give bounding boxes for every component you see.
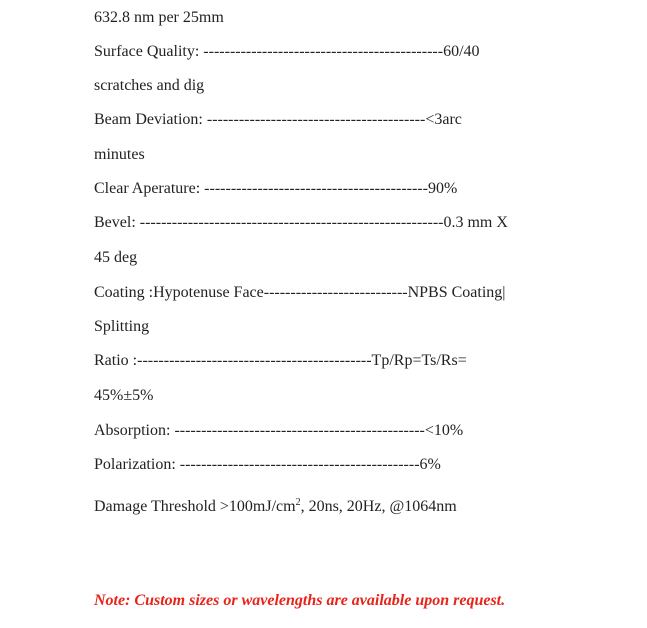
spec-line-damage-threshold: [94, 497, 457, 517]
spec-line-bevel-cont: 45 deg: [94, 249, 138, 266]
spec-line-beam-deviation: Beam Deviation: -----------------------------------------<3arc: [94, 111, 462, 128]
spec-line-surface-quality-cont: scratches and dig: [94, 77, 205, 94]
spec-line-coating-cont: Splitting: [94, 318, 150, 335]
spec-line-surface-quality: Surface Quality: ---------------------------------------------60/40: [94, 43, 480, 60]
damage-prefix: Damage Threshold >100mJ/cm: [94, 498, 296, 515]
spec-line-absorption: Absorption: -----------------------------------------------<10%: [94, 422, 464, 439]
spec-line-wavelength: 632.8 nm per 25mm: [94, 9, 224, 26]
damage-superscript: 2: [295, 497, 301, 508]
spec-line-coating: Coating :Hypotenuse Face---------------------------NPBS Coating|: [94, 284, 506, 301]
custom-sizes-note: Note: Custom sizes or wavelengths are available upon request.: [94, 592, 506, 609]
spec-line-clear-aperture: Clear Aperature: ------------------------------------------90%: [94, 180, 458, 197]
spec-line-ratio: Ratio :--------------------------------------------Tp/Rp=Ts/Rs=: [94, 352, 467, 369]
spec-line-beam-deviation-cont: minutes: [94, 146, 145, 163]
spec-line-ratio-cont: 45%±5%: [94, 387, 154, 404]
spec-line-bevel: Bevel: ---------------------------------------------------------0.3 mm X: [94, 214, 508, 231]
spec-line-polarization: Polarization: ---------------------------------------------6%: [94, 456, 441, 473]
damage-suffix: , 20ns, 20Hz, @1064nm: [300, 498, 457, 515]
